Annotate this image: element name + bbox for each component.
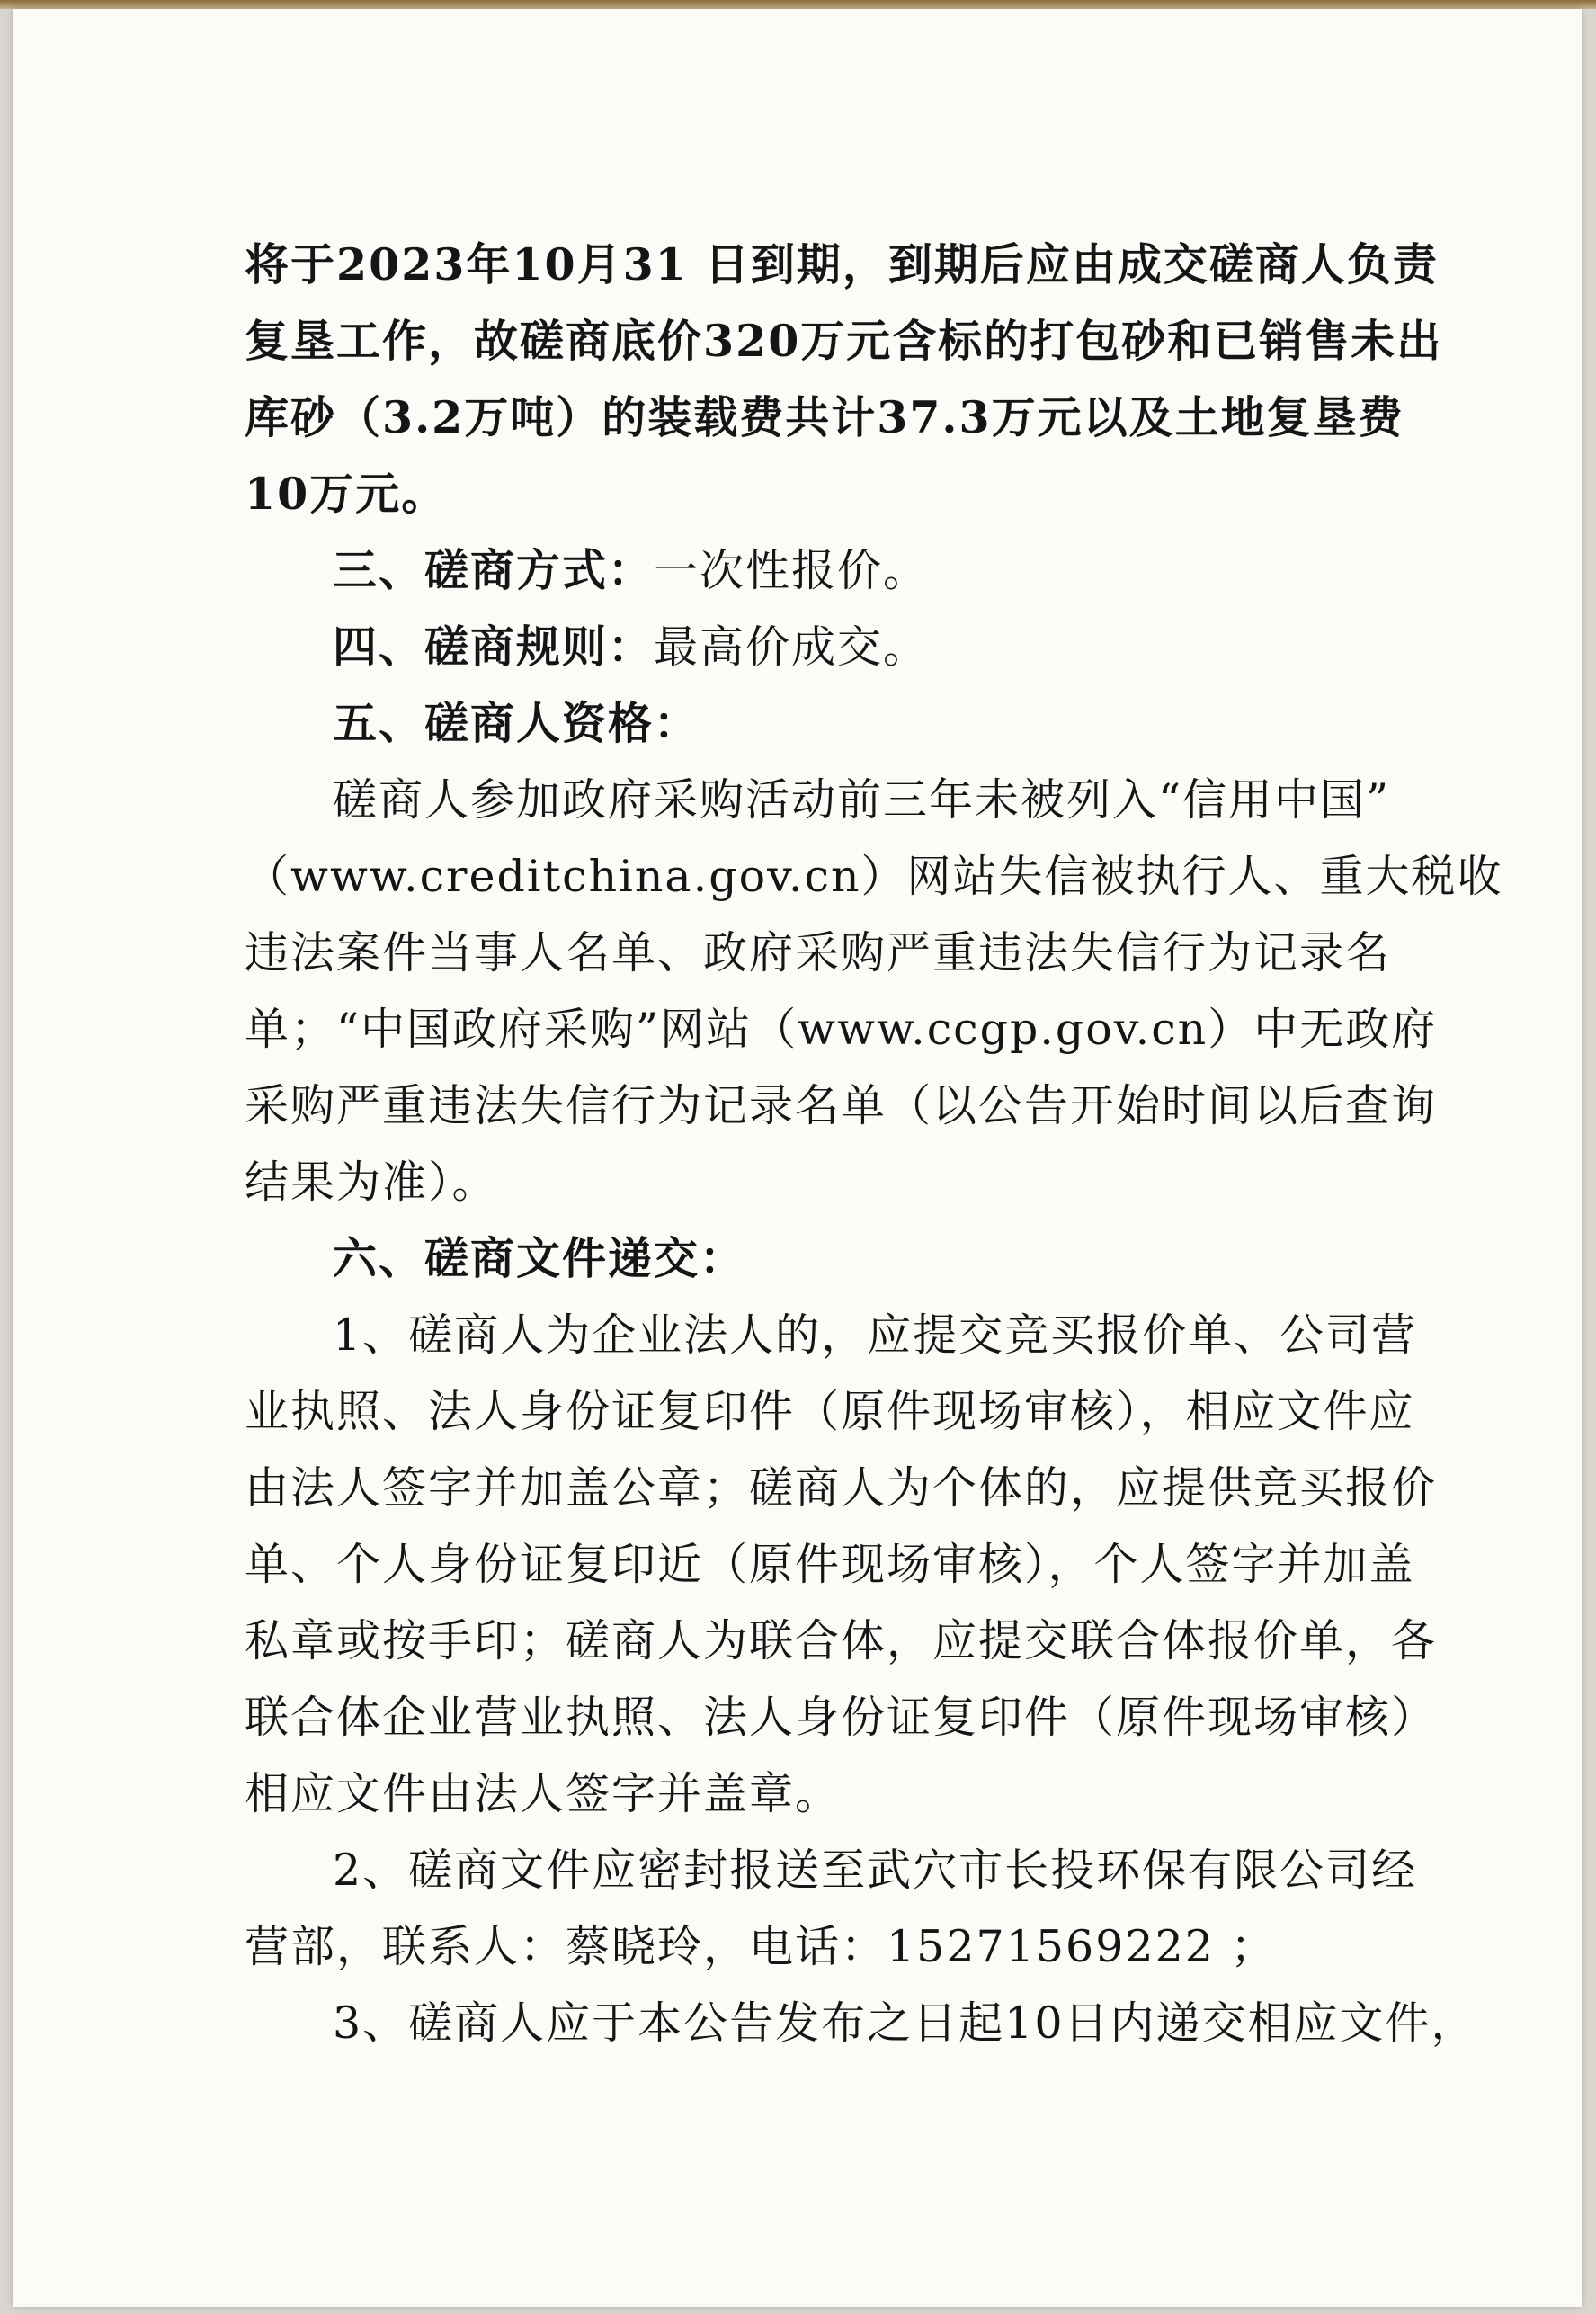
text-line: 相应文件由法人签字并盖章。	[245, 1768, 842, 1819]
text-line: 业执照、法人身份证复印件（原件现场审核），相应文件应	[245, 1386, 1415, 1437]
section-heading: 三、磋商方式：	[333, 544, 655, 596]
text-line: 复垦工作，故磋商底价320万元含标的打包砂和已销售未出	[245, 315, 1443, 367]
section-text: 最高价成交。	[654, 621, 930, 673]
text-line: 3、磋商人应于本公告发布之日起10日内递交相应文件，	[333, 1997, 1477, 2049]
text-line: 私章或按手印；磋商人为联合体，应提交联合体报价单，各	[245, 1615, 1438, 1666]
text-line: 营部，联系人：蔡晓玲，电话：15271569222 ；	[245, 1921, 1277, 1972]
text-line: 10万元。	[245, 468, 448, 520]
text-line: 结果为准）。	[245, 1157, 498, 1208]
section-text: 一次性报价。	[654, 545, 930, 596]
text-line: 五、磋商人资格：	[333, 697, 700, 749]
text-line: 违法案件当事人名单、政府采购严重违法失信行为记录名	[245, 927, 1392, 978]
text-line: （www.creditchina.gov.cn）网站失信被执行人、重大税收	[245, 851, 1503, 902]
text-line: 采购严重违法失信行为记录名单（以公告开始时间以后查询	[245, 1080, 1438, 1131]
scan-top-edge	[0, 0, 1596, 9]
text-line: 联合体企业营业执照、法人身份证复印件（原件现场审核）	[245, 1692, 1438, 1743]
text-line: 由法人签字并加盖公章；磋商人为个体的，应提供竞买报价	[245, 1462, 1438, 1514]
text-line: 六、磋商文件递交：	[333, 1232, 746, 1284]
section-heading: 四、磋商规则：	[333, 621, 655, 673]
text-line: 库砂（3.2万吨）的装载费共计37.3万元以及土地复垦费	[245, 391, 1404, 443]
text-line: 磋商人参加政府采购活动前三年未被列入“信用中国”	[333, 774, 1391, 826]
text-line: 单；“中国政府采购”网站（www.ccgp.gov.cn）中无政府	[245, 1004, 1438, 1055]
text-line	[245, 532, 1360, 609]
text-line: 2、磋商文件应密封报送至武穴市长投环保有限公司经	[333, 1845, 1418, 1896]
text-line: 单、个人身份证复印近（原件现场审核），个人签字并加盖	[245, 1539, 1415, 1590]
text-line	[245, 609, 1360, 685]
document-body	[245, 227, 1503, 2061]
text-line: 1、磋商人为企业法人的，应提交竞买报价单、公司营	[333, 1309, 1418, 1361]
text-line: 将于2023年10月31 日到期，到期后应由成交磋商人负责	[245, 238, 1439, 290]
